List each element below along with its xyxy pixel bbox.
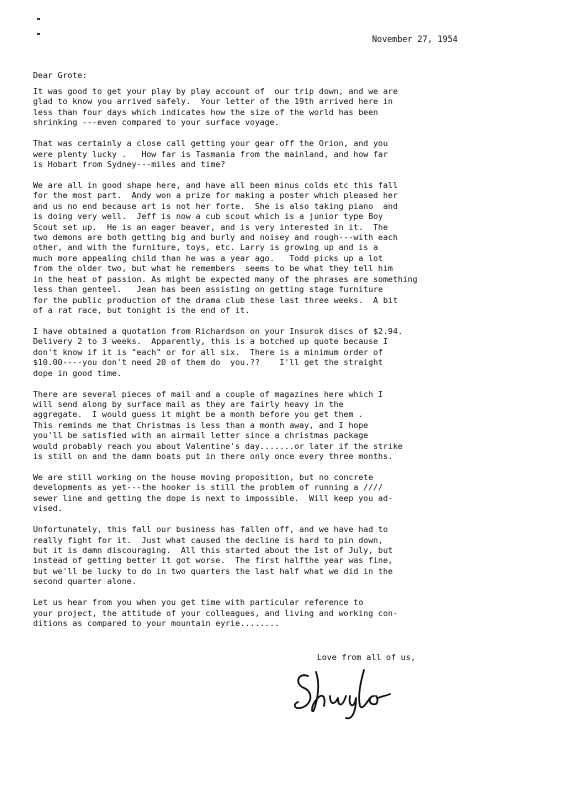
paragraph-line: much more appealing child than he was a year ago. Todd picks up a lot [33, 252, 383, 263]
paragraph-line: I have obtained a quotation from Richardson on your Insurok discs of $2.94. [33, 325, 403, 336]
paragraph-line: instead of getting better it got worse. The first halfthe year was fine, [33, 555, 393, 566]
paragraph-line: is Hobart from Sydney---miles and time? [33, 159, 226, 170]
paragraph-line: of a rat race, but tonight is the end of it. [33, 304, 250, 315]
letter-paragraph [33, 180, 553, 315]
paragraph-line: sewer line and getting the dope is next to impossible. Will keep you ad- [33, 492, 393, 503]
paragraph-line: would probably reach you about Valentine's day.......or later if the strike [33, 440, 403, 451]
paragraph-line: is doing very well. Jeff is now a cub scout which is a junior type Boy [33, 211, 383, 222]
paragraph-line: This reminds me that Christmas is less than a month away, and I hope [33, 419, 369, 430]
corner-mark-top [37, 18, 40, 20]
paragraph-line: you'll be satisfied with an airmail letter since a christmas package [33, 430, 369, 441]
paragraph-line: other, and with the furniture, toys, etc. Larry is growing up and is a [33, 242, 379, 253]
paragraph-line: but it is damn discouraging. All this started about the 1st of July, but [33, 545, 393, 555]
letter-date: November 27, 1954 [372, 34, 458, 44]
paragraph-line: dope in good time. [33, 367, 122, 378]
paragraph-line: There are several pieces of mail and a couple of magazines here which I [33, 388, 383, 399]
salutation: Dear Grote: [33, 70, 88, 80]
paragraph-line: second quarter alone. [33, 576, 137, 587]
paragraph-line: will send along by surface mail as they are fairly heavy in the [33, 398, 344, 409]
paragraph-line: Scout set up. He is an eager beaver, and is very interested in it. The [33, 221, 388, 232]
paragraph-line: We are still working on the house moving proposition, but no concrete [33, 471, 374, 482]
letter-paragraph [33, 138, 553, 169]
paragraph-line: is still on and the damn boats put in there only once every three months. [33, 450, 393, 461]
paragraph-line: were plenty lucky . How far is Tasmania from the mainland, and how far [33, 148, 388, 159]
handwritten-signature [290, 662, 400, 724]
paragraph-line: and us no end because art is not her forte. She is also taking piano and [33, 200, 398, 211]
paragraph-line: We are all in good shape here, and have all been minus colds etc this fall [33, 180, 398, 191]
paragraph-line: your project, the attitude of your colleagues, and living and working con- [33, 607, 398, 618]
paragraph-line: That was certainly a close call getting your gear off the Orion, and you [33, 138, 388, 149]
paragraph-line: for the public production of the drama club these last three weeks. A bit [33, 294, 398, 305]
letter-paragraph [33, 472, 553, 514]
paragraph-line: don't know if it is "each" or for all six. There is a minimum order of [33, 346, 383, 357]
paragraph-line: aggregate. I would guess it might be a month before you get them . [33, 409, 364, 420]
paragraph-line: from the older two, but what he remembers seems to be what they tell him [33, 263, 393, 274]
letter-paragraph [33, 597, 553, 628]
paragraph-line: less than genteel. Jean has been assisting on getting stage furniture [33, 284, 383, 295]
paragraph-line: shrinking ---even compared to your surface voyage. [33, 117, 280, 128]
corner-mark-bottom [37, 33, 40, 35]
paragraph-line: two demons are both getting big and burly and noisey and rough---with each [33, 232, 398, 243]
paragraph-line: $10.00----you don't need 20 of them do you.?? I'll get the straight [33, 357, 383, 368]
paragraph-line: but we'll be lucky to do in two quarters the last half what we did in the [33, 565, 393, 576]
paragraph-line: It was good to get your play by play account of our trip down, and we are [33, 86, 398, 96]
letter-paragraph [33, 326, 553, 378]
letter-paragraph [33, 86, 553, 128]
letter-paragraph [33, 524, 553, 586]
letter-body [33, 86, 553, 639]
paragraph-line: glad to know you arrived safely. Your letter of the 19th arrived here in [33, 96, 393, 107]
paragraph-line: developments as yet---the hooker is still the problem of running a //// [33, 482, 383, 493]
paragraph-line: ditions as compared to your mountain eyrie........ [33, 618, 280, 629]
paragraph-line: for the most part. Andy won a prize for making a poster which pleased her [33, 190, 398, 201]
paragraph-line: really fight for it. Just what caused the decline is hard to pin down, [33, 534, 383, 545]
letter-paragraph [33, 389, 553, 462]
paragraph-line: Delivery 2 to 3 weeks. Apparently, this is a botched up quote because I [33, 336, 388, 347]
paragraph-line: Unfortunately, this fall our business has fallen off, and we have had to [33, 524, 388, 535]
paragraph-line: Let us hear from you when you get time with particular reference to [33, 597, 364, 608]
closing-line: Love from all of us, [317, 652, 416, 662]
paragraph-line: in the heat of passion. As might be expected many of the phrases are something [33, 273, 418, 284]
paragraph-line: less than four days which indicates how the size of the world has been [33, 106, 379, 117]
paragraph-line: vised. [33, 503, 63, 514]
